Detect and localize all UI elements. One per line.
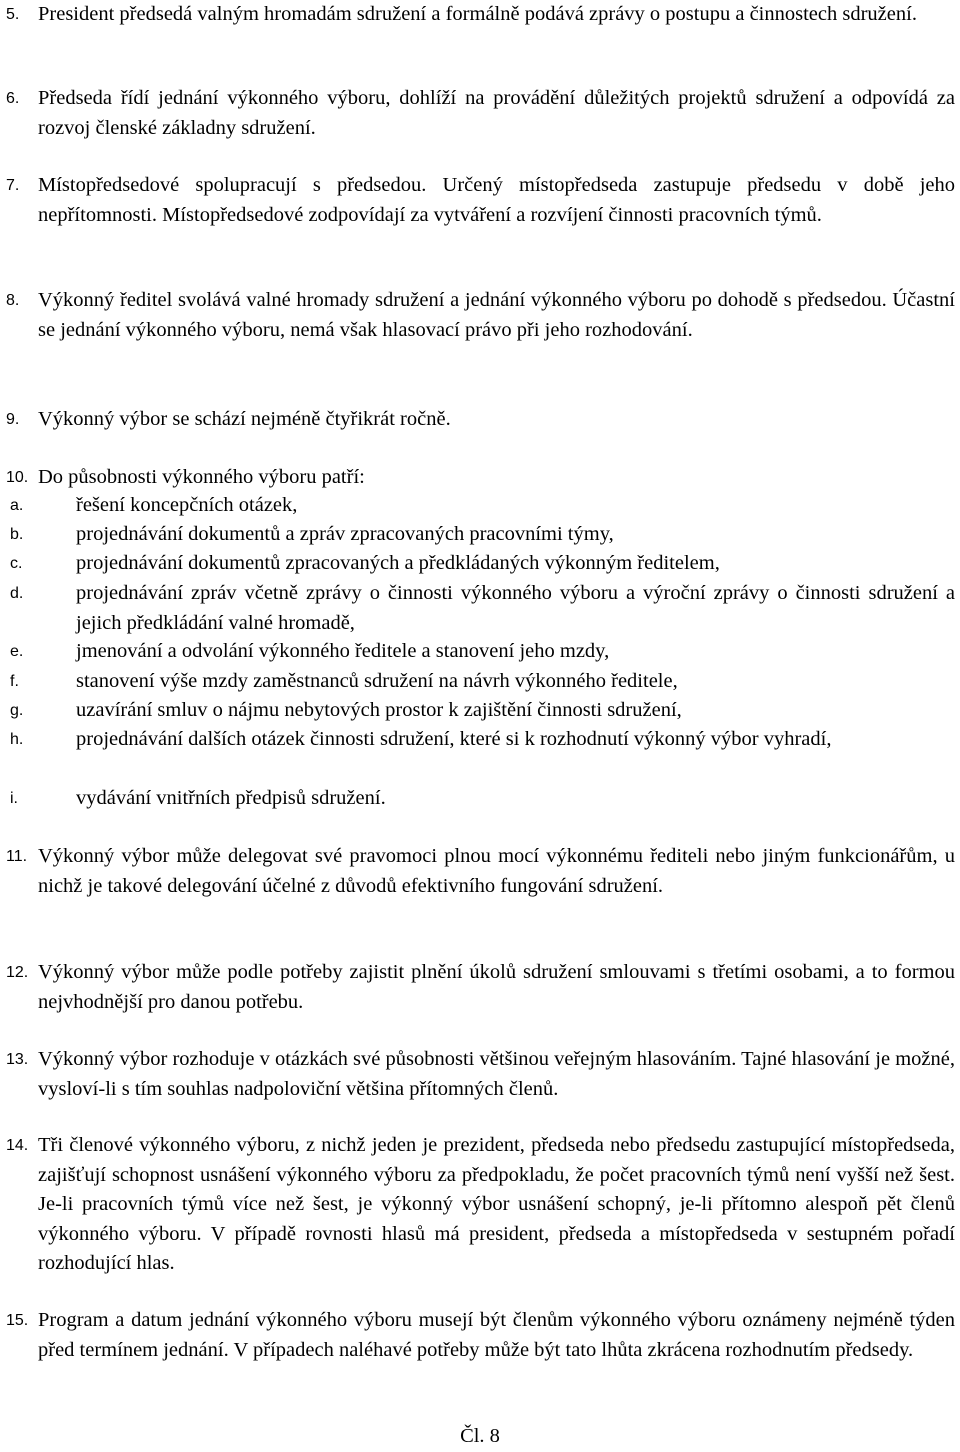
subitem-text: uzavírání smluv o nájmu nebytových prostor k zajištění činnosti sdružení, — [76, 699, 682, 721]
item-text: Výkonný výbor se schází nejméně čtyřikrát ročně. — [38, 408, 451, 430]
item-number: 14. — [6, 1137, 29, 1154]
subitem-letter: a. — [10, 497, 24, 514]
subitem-e — [0, 637, 955, 667]
subitem-i — [0, 784, 955, 814]
article-item-12 — [0, 958, 955, 1017]
article-item-5 — [0, 0, 955, 30]
subitem-text: projednávání zpráv včetně zprávy o činnosti výkonného výboru a výroční zprávy o činnosti sdružení a jejich předkládání valné hromadě, — [76, 582, 955, 634]
article-item-11 — [0, 842, 955, 901]
subitem-text: vydávání vnitřních předpisů sdružení. — [76, 787, 386, 809]
article-item-9 — [0, 405, 955, 435]
item-number: 12. — [6, 964, 29, 981]
subitem-text: projednávání dalších otázek činnosti sdružení, které si k rozhodnutí výkonný výbor vyhradí, — [76, 728, 832, 750]
subitem-c — [0, 549, 955, 579]
subitem-letter: e. — [10, 643, 24, 660]
item-text: Výkonný výbor může delegovat své pravomoci plnou mocí výkonnému řediteli nebo jiným funkcionářům, u nichž je takové delegování účelné z důvodů efektivního fungování sdružení. — [38, 845, 955, 897]
subitem-g — [0, 696, 955, 726]
subitem-h — [0, 725, 955, 755]
subitem-text: projednávání dokumentů zpracovaných a předkládaných výkonným ředitelem, — [76, 552, 720, 574]
article-item-14 — [0, 1131, 955, 1279]
article-item-6 — [0, 84, 955, 143]
subitem-f — [0, 667, 955, 697]
subitem-a — [0, 491, 955, 521]
item-number: 8. — [6, 292, 20, 309]
item-number: 15. — [6, 1312, 29, 1329]
subitem-letter: f. — [10, 673, 19, 690]
item-text: Výkonný výbor může podle potřeby zajistit plnění úkolů sdružení smlouvami s třetími osobami, a to formou nejvhodnější pro danou potřebu. — [38, 961, 955, 1013]
article-item-7 — [0, 171, 955, 230]
subitem-letter: b. — [10, 526, 24, 543]
subitem-letter: h. — [10, 731, 24, 748]
item-text: Místopředsedové spolupracují s předsedou. Určený místopředseda zastupuje předsedu v době jeho nepřítomnosti. Místopředsedové zodpovídají za vytváření a rozvíjení činnosti pracovních týmů. — [38, 174, 955, 226]
item-text: Program a datum jednání výkonného výboru musejí být členům výkonného výboru oznámeny nejméně týden před termínem jednání. V případech naléhavé potřeby může být tato lhůta zkrácena rozhodnutím předsedy. — [38, 1309, 955, 1361]
item-text: Výkonný ředitel svolává valné hromady sdružení a jednání výkonného výboru po dohodě s předsedou. Účastní se jednání výkonného výboru, nemá však hlasovací právo při jeho rozhodování. — [38, 289, 955, 341]
item-number: 10. — [6, 469, 29, 486]
subitem-letter: i. — [10, 790, 18, 807]
subitem-text: stanovení výše mzdy zaměstnanců sdružení na návrh výkonného ředitele, — [76, 670, 678, 692]
item-number: 13. — [6, 1051, 29, 1068]
item-number: 6. — [6, 90, 20, 107]
item-number: 7. — [6, 177, 20, 194]
subitem-letter: d. — [10, 585, 24, 602]
item-number: 5. — [6, 6, 20, 23]
item-number: 11. — [6, 848, 28, 865]
item-text: Předseda řídí jednání výkonného výboru, dohlíží na provádění důležitých projektů sdružení a odpovídá za rozvoj členské základny sdružení. — [38, 87, 955, 139]
subitem-d — [0, 579, 955, 638]
subitem-text: projednávání dokumentů a zpráv zpracovaných pracovními týmy, — [76, 523, 614, 545]
item-text: Do působnosti výkonného výboru patří: — [38, 466, 365, 488]
subitem-b — [0, 520, 955, 550]
article-item-10 — [0, 463, 955, 493]
article-item-8 — [0, 286, 955, 345]
item-text: Výkonný výbor rozhoduje v otázkách své působnosti většinou veřejným hlasováním. Tajné hlasování je možné, vysloví-li s tím souhlas nadpoloviční většina přítomných členů. — [38, 1048, 955, 1100]
item-number: 9. — [6, 411, 20, 428]
item-text: Tři členové výkonného výboru, z nichž jeden je prezident, předseda nebo předsedu zastupující místopředseda, zajišťují schopnost usnášení výkonného výboru za předpokladu, že počet pracovních týmů není vyšší než šest. Je-li pracovních týmů více než šest, je výkonný výbor usnášení schopný, je-li přítomno alespoň pět členů výkonného výboru. V případě rovnosti hlasů má president, předseda a místopředseda v sestupném pořadí rozhodující hlas. — [38, 1134, 955, 1275]
subitem-letter: g. — [10, 702, 24, 719]
subitem-text: jmenování a odvolání výkonného ředitele a stanovení jeho mzdy, — [76, 640, 610, 662]
article-heading: Čl. 8 — [460, 1425, 500, 1447]
subitem-text: řešení koncepčních otázek, — [76, 494, 298, 516]
subitem-letter: c. — [10, 555, 23, 572]
article-item-13 — [0, 1045, 955, 1104]
article-item-15 — [0, 1306, 955, 1365]
item-text: President předsedá valným hromadám sdružení a formálně podává zprávy o postupu a činnostech sdružení. — [38, 3, 917, 25]
